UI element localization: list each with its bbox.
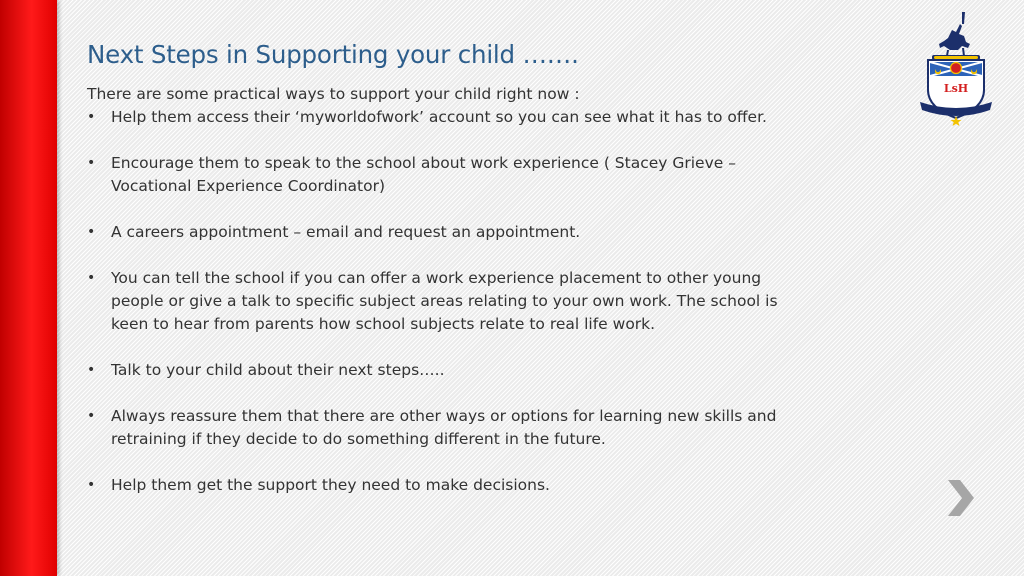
slide-body bbox=[87, 83, 787, 520]
bullet-marker: • bbox=[87, 270, 96, 286]
list-item bbox=[87, 152, 787, 198]
next-slide-button[interactable] bbox=[944, 478, 976, 518]
bullet-marker: • bbox=[87, 362, 96, 378]
bullet-text: Help them get the support they need to make decisions. bbox=[111, 476, 550, 494]
left-accent-band bbox=[0, 0, 57, 576]
list-item bbox=[87, 405, 787, 451]
list-item bbox=[87, 474, 787, 497]
list-item bbox=[87, 267, 787, 336]
bullet-marker: • bbox=[87, 477, 96, 493]
list-item bbox=[87, 221, 787, 244]
bullet-marker: • bbox=[87, 224, 96, 240]
bullet-marker: • bbox=[87, 155, 96, 171]
intro-text: There are some practical ways to support your child right now : bbox=[87, 85, 580, 103]
chevron-right-icon bbox=[944, 478, 976, 518]
crest-monogram: LsH bbox=[943, 82, 969, 95]
slide-title: Next Steps in Supporting your child ……. bbox=[87, 40, 579, 69]
bullet-marker: • bbox=[87, 109, 96, 125]
bullet-marker: • bbox=[87, 408, 96, 424]
bullet-text: Talk to your child about their next steps….. bbox=[111, 361, 445, 379]
list-item bbox=[87, 359, 787, 382]
bullet-list bbox=[87, 106, 787, 497]
bullet-text: Help them access their ‘myworldofwork’ account so you can see what it has to offer. bbox=[111, 108, 767, 126]
bullet-text: A careers appointment – email and request an appointment. bbox=[111, 223, 581, 241]
school-crest-icon bbox=[918, 10, 994, 128]
bullet-text: Always reassure them that there are other ways or options for learning new skills and retraining if they decide to do something different in the future. bbox=[111, 407, 777, 448]
bullet-text: Encourage them to speak to the school about work experience ( Stacey Grieve – Vocational Experience Coordinator) bbox=[111, 154, 736, 195]
bullet-text: You can tell the school if you can offer a work experience placement to other young people or give a talk to specific subject areas relating to your own work. The school is keen to hear from parents how school subjects relate to real life work. bbox=[111, 269, 778, 333]
list-item bbox=[87, 106, 787, 129]
